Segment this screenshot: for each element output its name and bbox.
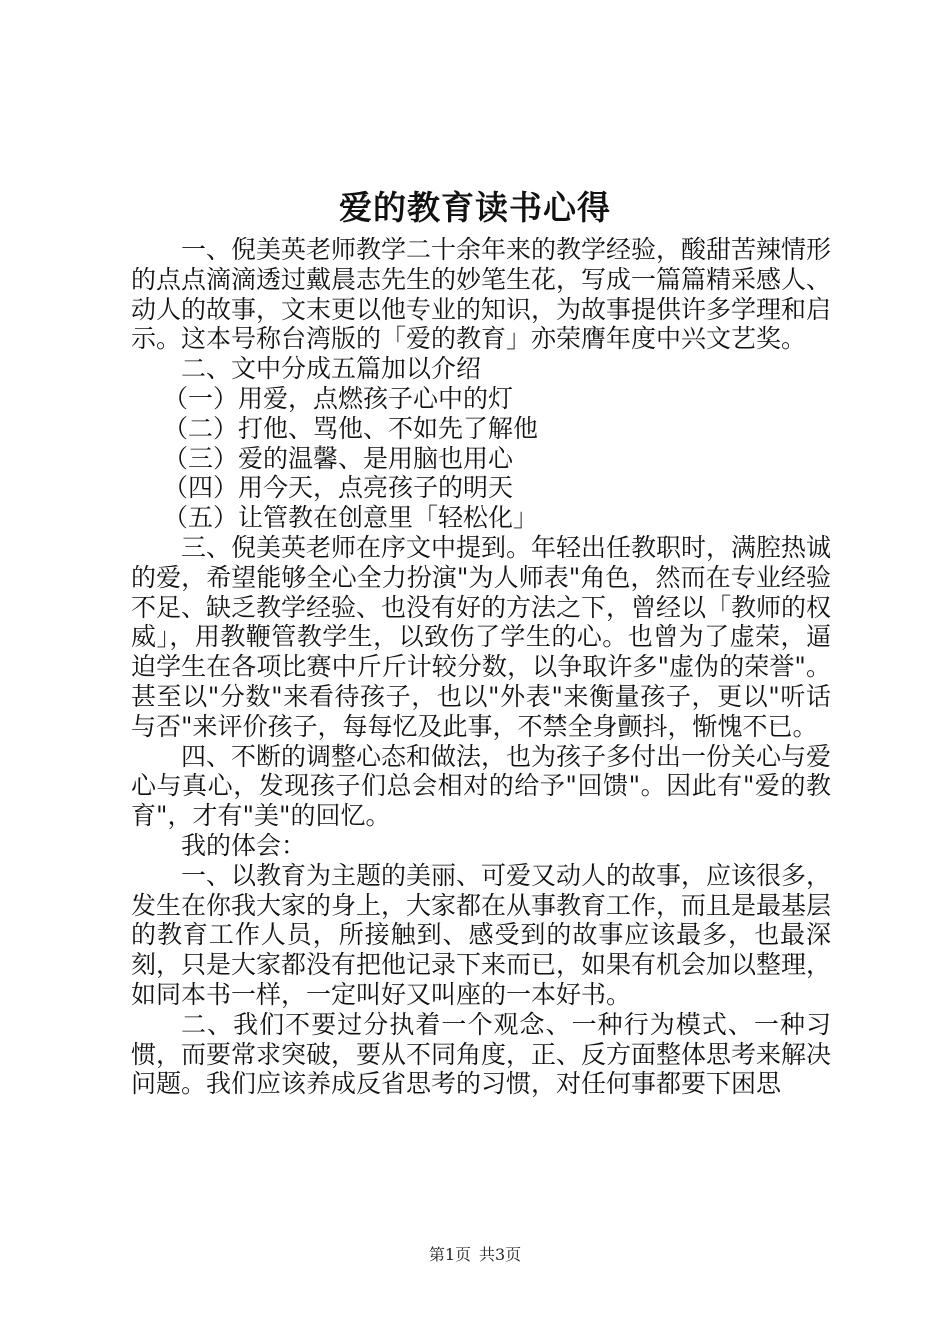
page-total: 共3页 bbox=[479, 1245, 522, 1264]
paragraph-reflection-one: 一、以教育为主题的美丽、可爱又动人的故事，应该很多，发生在你我大家的身上，大家都在从事教育工作，而且是最基层的教育工作人员，所接触到、感受到的故事应该最多，也最深刻，只是大家都没有把他记录下来而已，如果有机会加以整理，如同本书一样，一定叫好又叫座的一本好书。 bbox=[131, 860, 832, 1009]
paragraph-section-two: 二、文中分成五篇加以介绍 bbox=[181, 354, 482, 384]
document-title: 爱的教育读书心得 bbox=[339, 188, 611, 227]
paragraph-reflection-heading: 我的体会： bbox=[181, 830, 307, 860]
list-item: （三）爱的温馨、是用脑也用心 bbox=[163, 443, 514, 473]
page-number: 第1页 bbox=[428, 1245, 471, 1264]
paragraph-reflection-two: 二、我们不要过分执着一个观念、一种行为模式、一种习惯，而要常求突破，要从不同角度，正、反方面整体思考来解决问题。我们应该养成反省思考的习惯，对任何事都要下困思 bbox=[131, 1009, 832, 1099]
paragraph-section-four: 四、不断的调整心态和做法，也为孩子多付出一份关心与爱心与真心，发现孩子们总会相对的给予"回馈"。因此有"爱的教育"，才有"美"的回忆。 bbox=[131, 741, 832, 831]
list-item: （二）打他、骂他、不如先了解他 bbox=[163, 413, 539, 443]
paragraph-section-three: 三、倪美英老师在序文中提到。年轻出任教职时，满腔热诚的爱，希望能够全心全力扮演"为人师表"角色，然而在专业经验不足、缺乏教学经验、也没有好的方法之下，曾经以「教师的权威」，用教鞭管教学生，以致伤了学生的心。也曾为了虚荣，逼迫学生在各项比赛中斤斤计较分数，以争取许多"虚伪的荣誉"。甚至以"分数"来看待孩子，也以"外表"来衡量孩子，更以"听话与否"来评价孩子，每每忆及此事，不禁全身颤抖，惭愧不已。 bbox=[131, 532, 832, 741]
paragraph-intro: 一、倪美英老师教学二十余年来的教学经验，酸甜苦辣情形的点点滴滴透过戴晨志先生的妙笔生花，写成一篇篇精采感人、动人的故事，文末更以他专业的知识，为故事提供许多学理和启示。这本号称台湾版的「爱的教育」亦荣膺年度中兴文艺奖。 bbox=[131, 235, 832, 354]
page-footer bbox=[0, 1243, 950, 1267]
document-body bbox=[131, 235, 831, 1099]
list-item: （五）让管教在创意里「轻松化」 bbox=[163, 503, 539, 533]
list-item: （四）用今天，点亮孩子的明天 bbox=[163, 473, 514, 503]
list-item: （一）用爱，点燃孩子心中的灯 bbox=[163, 383, 514, 413]
